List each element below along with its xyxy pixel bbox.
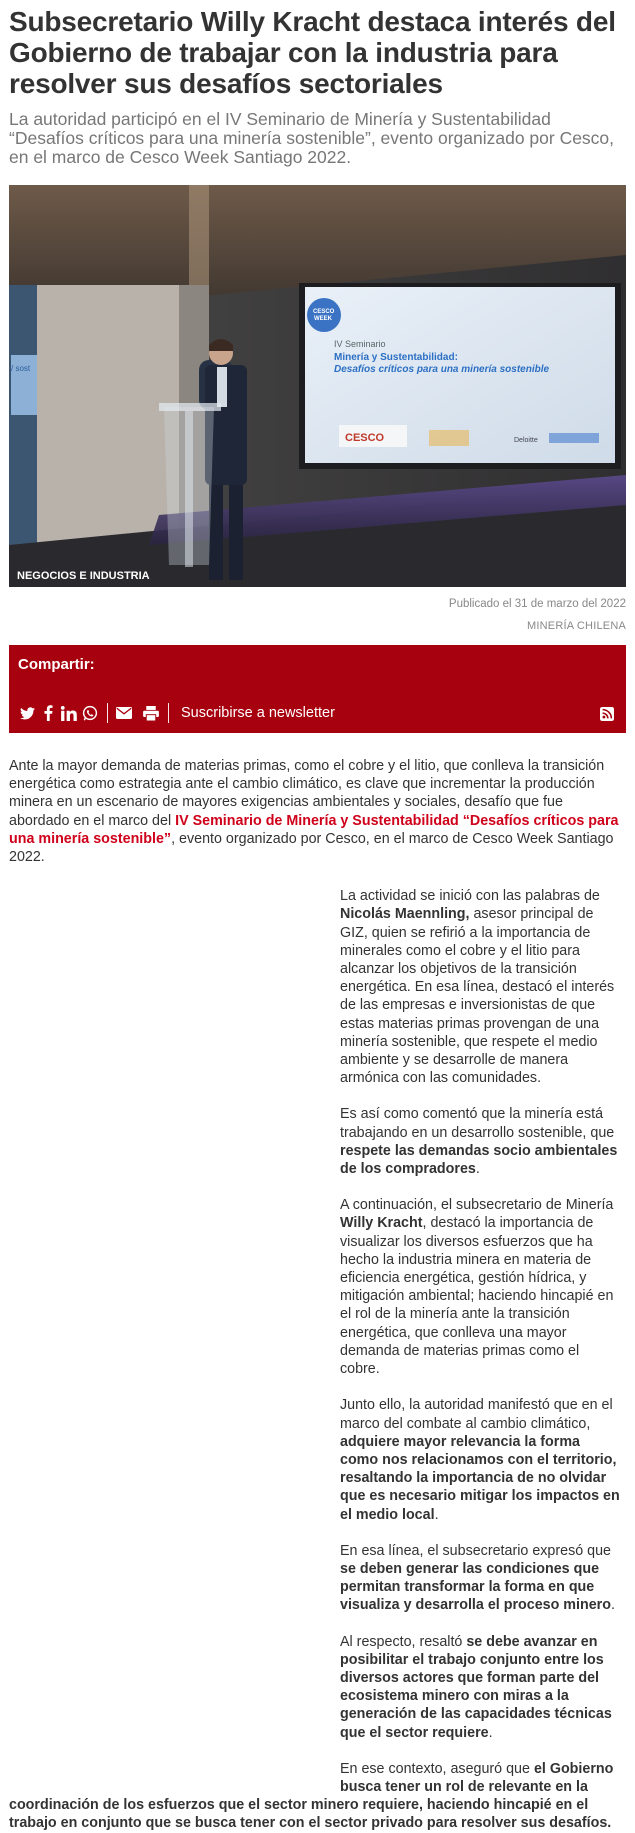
paragraph	[340, 1760, 620, 1796]
screen-logo: CESCO	[345, 432, 385, 444]
toolbar-divider	[168, 703, 169, 723]
intro-text: Ante la mayor demanda de materias primas, como el cobre y el litio, que conlleva la transición energética como estrategia ante el cambio climático, es clave que incrementar la producción minera en un escenario de mayores exigencias ambientales y sociales, desafío que fue abordado en el marco del	[9, 758, 605, 829]
paragraph-bold: se deben generar las condiciones que permitan transformar la forma en que visualiza y desarrolla el proceso minero	[340, 1560, 611, 1614]
paragraph-text: .	[488, 1724, 493, 1741]
paragraph-bold: Willy Kracht	[340, 1215, 423, 1232]
paragraph-text: .	[434, 1506, 439, 1523]
article-title: Subsecretario Willy Kracht destaca interés del Gobierno de trabajar con la industria para resolver sus desafíos sectoriales	[9, 6, 616, 99]
paragraph-text: asesor principal de GIZ, quien se refirió a la importancia de minerales como el cobre y el litio para alcanzar los objetivos de la transición energética. En esa línea, destacó el interés de las empresas e inversionistas de que estas materias primas provengan de una minería sostenible, que respete el medio ambiente y se desarrolle de manera armónica con las comunidades.	[340, 906, 615, 1087]
paragraph-bold: adquiere mayor relevancia la forma como nos relacionamos con el territorio, resaltando la importancia de no olvidar que es necesario mitigar los impactos en el medio local	[340, 1433, 620, 1523]
screen-sponsor: Deloitte	[514, 437, 538, 444]
paragraph	[340, 887, 620, 1087]
paragraph-bold: coordinación de los esfuerzos que el sector minero requiere, haciendo hincapié en el trabajo en conjunto que se busca tener con el sector privado para resolver sus desafíos.	[9, 1797, 612, 1832]
screen-badge-line1: CESCO	[313, 309, 335, 315]
paragraph-text: En esa línea, el subsecretario expresó que	[340, 1542, 612, 1559]
share-bar	[9, 645, 626, 733]
paragraph-text: .	[475, 1161, 480, 1178]
paragraph-continued	[9, 1796, 626, 1832]
published-date: Publicado el 31 de marzo del 2022	[448, 598, 626, 610]
left-screen-text: / sost	[11, 364, 31, 373]
share-toolbar	[17, 702, 618, 724]
paragraph	[340, 1196, 620, 1378]
twitter-icon[interactable]	[17, 703, 37, 723]
article-subtitle: La autoridad participó en el IV Seminario de Minería y Sustentabilidad “Desafíos críticos para una minería sostenible”, evento organizado por Cesco, en el marco de Cesco Week Santiago 2022.	[9, 109, 615, 167]
toolbar-divider	[107, 703, 108, 723]
article-source[interactable]: MINERÍA CHILENA	[527, 620, 626, 632]
article-intro	[9, 757, 626, 866]
article-meta	[9, 593, 626, 637]
linkedin-icon[interactable]	[59, 703, 79, 723]
seminar-photo	[9, 185, 626, 587]
paragraph-bold: el Gobierno busca tener un rol de relevante en la	[340, 1760, 614, 1795]
paragraph-text: .	[610, 1597, 615, 1614]
rss-icon[interactable]	[597, 704, 617, 724]
paragraph-text: La actividad se inició con las palabras de	[340, 888, 600, 905]
hero-image	[9, 185, 626, 587]
email-icon[interactable]	[114, 703, 134, 723]
paragraph	[340, 1396, 620, 1523]
seminar-link[interactable]: IV Seminario de Minería y Sustentabilidad “Desafíos críticos para una minería sostenible”	[9, 812, 619, 847]
paragraph	[340, 1105, 620, 1178]
paragraph	[340, 1633, 620, 1742]
newsletter-link[interactable]: Suscribirse a newsletter	[181, 705, 335, 721]
article-body	[340, 887, 620, 1796]
print-icon[interactable]	[141, 703, 161, 723]
screen-line3: Desafíos críticos para una minería sostenible	[334, 364, 550, 375]
intro-text-end: , evento organizado por Cesco, en el marco de Cesco Week Santiago 2022.	[9, 830, 614, 866]
paragraph-text: Al respecto, resaltó	[340, 1633, 467, 1650]
share-title: Compartir:	[18, 656, 95, 673]
whatsapp-icon[interactable]	[80, 703, 100, 723]
paragraph-text: Junto ello, la autoridad manifestó que en el marco del combate al cambio climático,	[340, 1397, 613, 1432]
paragraph-text: A continuación, el subsecretario de Minería	[340, 1197, 614, 1214]
paragraph-bold: respete las demandas socio ambientales de los compradores	[340, 1142, 618, 1178]
screen-line2: Minería y Sustentabilidad:	[334, 352, 458, 363]
paragraph-text: , destacó la importancia de visualizar los diversos esfuerzos que ha hecho la industria minera en materia de eficiencia energética, gestión hídrica, y mitigación ambiental; haciendo hincapié en el rol de la minería ante la transición energética, que conlleva una mayor demanda de materias primas como el cobre.	[340, 1215, 614, 1378]
image-category-label[interactable]: NEGOCIOS E INDUSTRIA	[17, 570, 150, 582]
screen-line1: IV Seminario	[334, 339, 386, 349]
screen-badge-line2: WEEK	[314, 316, 332, 322]
paragraph-text: En ese contexto, aseguró que	[340, 1760, 534, 1777]
paragraph-text: Es así como comentó que la minería está trabajando en un desarrollo sostenible, que	[340, 1106, 615, 1141]
paragraph	[340, 1542, 620, 1615]
paragraph-bold: Nicolás Maennling,	[340, 906, 470, 923]
paragraph-bold: se debe avanzar en posibilitar el trabajo conjunto entre los diversos actores que forman parte del ecosistema minero con miras a la generación de las capacidades técnicas que el sector requiere	[340, 1633, 612, 1741]
facebook-icon[interactable]	[38, 703, 58, 723]
